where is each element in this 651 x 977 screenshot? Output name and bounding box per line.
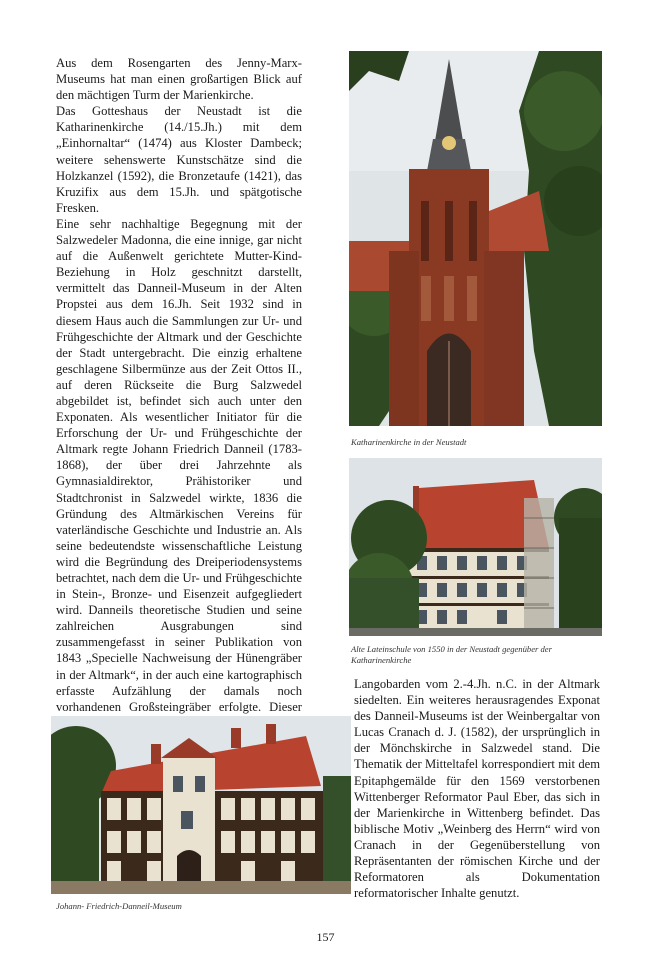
paragraph-rosengarten: Aus dem Rosengarten des Jenny-Marx-Museums hat man einen großartigen Blick auf den mächtigen Turm der Marienkirche. xyxy=(56,56,302,103)
school-caption: Alte Lateinschule von 1550 in der Neustadt gegenüber der Katharinenkirche xyxy=(351,644,552,665)
church-caption: Katharinenkirche in der Neustadt xyxy=(351,437,467,447)
paragraph-danneil-museum: Eine sehr nachhaltige Begegnung mit der Salzwedeler Madonna, die eine innige, gar nicht auf die Außenwelt gerichtete Mutter-Kind-Beziehung in Holz geschnitzt darstellt, vermittelt das Danneil-Museum in der Alten Propstei aus dem 16.Jh. Seit 1932 sind in diesem Haus auch die Sammlungen zur Ur- und Frühgeschichte der Altmark und der Geschichte der Stadt untergebracht. Die einzig erhaltene geschlagene Silbermünze aus der Zeit Ottos II., auf deren Rückseite die Burg Salzwedel abgebildet ist, befindet sich auch unter den Exponaten. Als wesentlicher Initiator für die Erforschung der Ur- und Frühgeschichte der Altmark regte Johann Friedrich Danneil (1783-1868), der über drei Jahrzehnte als Gymnasialdirektor, Prähistoriker und Stadtchronist in Salzwedel wirkte, 1836 die Gründung des Altmärkischen Vereins für vaterländische Geschichte und Industrie an. Als seine bedeutendste wissenschaftliche Leistung wird die Begründung des Dreiperiodensystems betrachtet, nach dem die Ur- und Frühgeschichte in Stein-, Bronze- und Eisenzeit aufgegliedert wird. Danneils theoretische Studien und seine zahlreichen Ausgrabungen sind zusammengefasst in seiner Publikation von 1843 „Specielle Nachweisung der Hünengräber in der Altmark“, in der auch eine kartographisch erfasste Aufzählung der damals noch vorhandenen Großsteingräber erfolgte. Dieser xyxy=(56,216,302,714)
paragraph-katharinenkirche: Das Gotteshaus der Neustadt ist die Katharinenkirche (14./15.Jh.) mit dem „Einhornaltar“ (1474) aus Kloster Dambeck; weitere sehenswerte Kunstschätze sind die Holzkanzel (1592), die Bronzetaufe (1421), das Kruzifix aus dem 15.Jh. und spätgotische Fresken. xyxy=(56,104,302,215)
page-number: 157 xyxy=(316,930,335,944)
school-photo xyxy=(349,458,602,636)
left-text-column xyxy=(56,55,302,795)
museum-caption: Johann- Friedrich-Danneil-Museum xyxy=(56,901,182,911)
museum-photo xyxy=(51,716,351,894)
paragraph-langobarden: Langobarden vom 2.-4.Jh. n.C. in der Altmark siedelten. Ein weiteres herausragendes Exponat des Danneil-Museums ist der Weinbergaltar von Lucas Cranach d. J. (1582), der ursprünglich in der Mönchskirche in Salzwedel stand. Die Thematik der Mitteltafel korrespondiert mit dem Epitaphgemälde für den 1569 verstorbenen Wittenberger Reformator Paul Eber, das sich in der Marienkirche in Wittenberg befindet. Das biblische Motiv „Weinberg des Herrn“ wird von Cranach in der Gegenüberstellung von Repräsentanten der römischen Kirche und der Reformatoren als Dokumentation reformatorischer Inhalte genutzt. xyxy=(354,677,600,901)
right-text-column xyxy=(354,676,600,901)
church-photo xyxy=(349,51,602,426)
